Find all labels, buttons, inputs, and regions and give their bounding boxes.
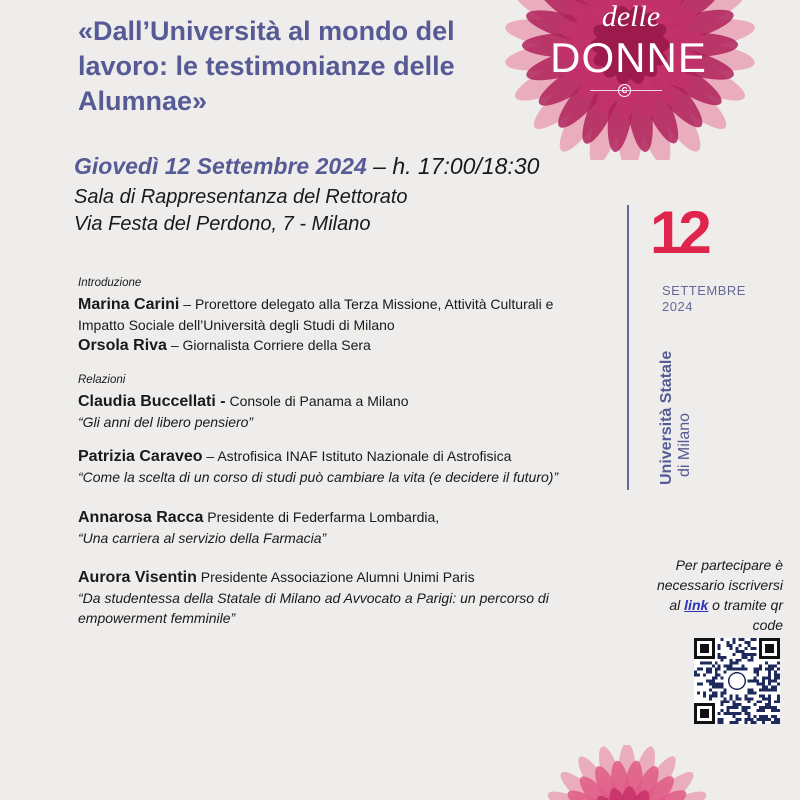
event-title: «Dall’Università al mondo del lavoro: le testimonianze delle Alumnae» (78, 16, 455, 116)
event-venue (74, 184, 408, 238)
speaker-role: Astrofisica INAF Istituto Nazionale di Astrofisica (217, 448, 512, 464)
organizer-vertical (658, 351, 694, 485)
organizer-name: Università Statale (658, 350, 675, 485)
talk-entry (78, 391, 598, 432)
registration-note: Per partecipare è necessario iscriversi al link o tramite qr code (656, 557, 783, 633)
talk-title: “Gli anni del libero pensiero” (78, 414, 254, 430)
intro-entry: Orsola Riva – Giornalista Corriere della Sera (78, 337, 371, 354)
calendar-year: 2024 (662, 299, 693, 314)
speaker-name: Aurora Visentin (78, 569, 197, 586)
brand-word-donne: DONNE (550, 34, 707, 81)
speaker-name: Marina Carini (78, 296, 180, 313)
calendar-day: 12 (650, 199, 707, 266)
speaker-role: Giornalista Corriere della Sera (182, 337, 371, 353)
calendar-month-year (662, 283, 746, 315)
qr-code-icon[interactable] (694, 638, 780, 724)
event-datetime (74, 152, 539, 180)
talk-entry: Patrizia Caraveo – Astrofisica INAF Istituto Nazionale di Astrofisica “Come la scelta di un corso di studi può cambiare la vita (e decidere il futuro)” (78, 446, 598, 487)
section-label-talks: Relazioni (78, 374, 126, 386)
speaker-role: Presidente Associazione Alumni Unimi Paris (200, 569, 475, 585)
vertical-divider (627, 205, 629, 490)
event-time: – h. 17:00/18:30 (366, 153, 540, 179)
brand-word-delle: delle (601, 0, 661, 33)
program (78, 276, 598, 628)
speaker-name: Patrizia Caraveo (78, 448, 203, 465)
section-label-intro: Introduzione (78, 277, 142, 289)
speaker-role: Console di Panama a Milano (229, 393, 409, 409)
calendar-month: SETTEMBRE (662, 283, 746, 298)
speaker-name: Orsola Riva (78, 337, 167, 354)
speaker-name: Annarosa Racca (78, 509, 204, 526)
event-date: Giovedì 12 Settembre 2024 (74, 153, 367, 179)
copyright-mark-icon: C (618, 84, 631, 97)
talk-title: “Come la scelta di un corso di studi può cambiare la vita (e decidere il futuro)” (78, 469, 559, 485)
talk-entry (78, 567, 598, 628)
flower-decoration-bottom-icon (540, 745, 715, 800)
talk-entry (78, 507, 598, 548)
venue-address: Via Festa del Perdono, 7 - Milano (74, 213, 371, 235)
talk-title: “Una carriera al servizio della Farmacia” (78, 530, 327, 546)
talk-title: “Da studentessa della Statale di Milano ad Avvocato a Parigi: un percorso di empowerment femminile” (78, 590, 549, 626)
speaker-role: Presidente di Federfarma Lombardia, (207, 509, 440, 525)
registration-link[interactable]: link (684, 597, 709, 613)
venue-hall: Sala di Rappresentanza del Rettorato (74, 186, 408, 208)
organizer-city: di Milano (676, 412, 693, 477)
speaker-name: Claudia Buccellati - (78, 393, 226, 410)
intro-entry: Marina Carini – Prorettore delegato alla Terza Missione, Attività Culturali e Impatto Sociale dell’Università degli Studi di Milano (78, 296, 554, 333)
speaker-role: Prorettore delegato alla Terza Missione, Attività Culturali e Impatto Sociale dell’Università degli Studi di Milano (78, 296, 554, 333)
